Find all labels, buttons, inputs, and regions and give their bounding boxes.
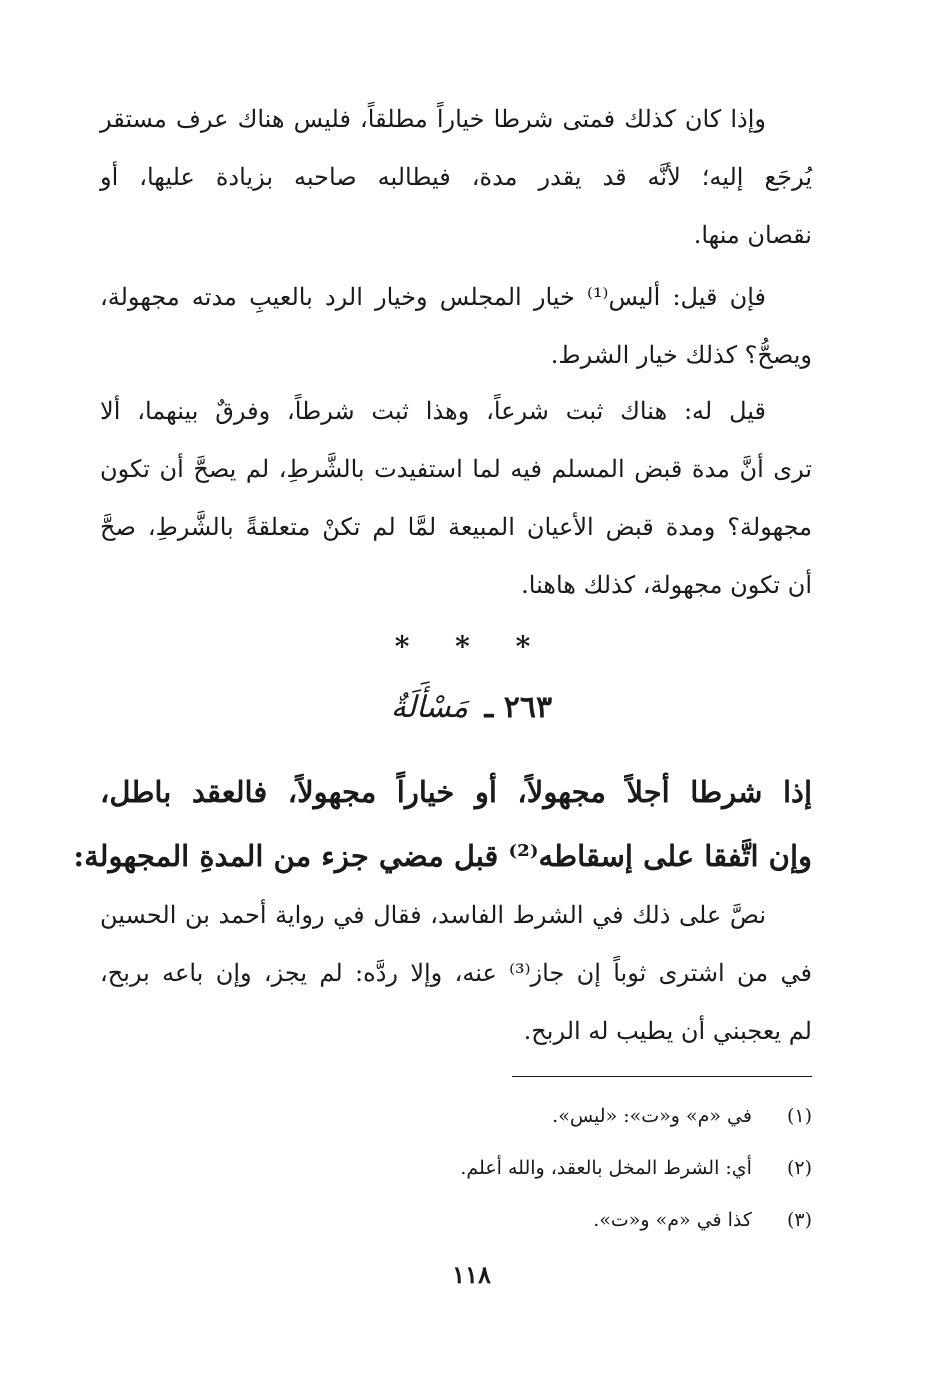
masala-label: مَسْأَلَةٌ <box>390 690 469 725</box>
bold-line: وإن اتَّفقا على إسقاطه⁽²⁾ قبل مضي جزء من المدةِ المجهولة: <box>73 839 812 873</box>
footnote-text: أي: الشرط المخل بالعقد، والله أعلم. <box>460 1157 752 1179</box>
text-line: أن تكون مجهولة، كذلك هاهنا. <box>521 571 812 599</box>
text-line: نصَّ على ذلك في الشرط الفاسد، فقال في رواية أحمد بن الحسين <box>100 901 766 929</box>
text-line: ويصحُّ؟ كذلك خيار الشرط. <box>550 341 812 369</box>
section-separator: * * * <box>394 630 549 663</box>
paragraph-4 <box>100 886 812 1060</box>
footnote-number: (٣) <box>786 1209 812 1231</box>
footnote-item <box>100 1142 812 1194</box>
footnote-number: (٢) <box>786 1157 812 1179</box>
footnote-number: (١) <box>786 1105 812 1127</box>
paragraph-1 <box>100 90 812 264</box>
text-line: قيل له: هناك ثبت شرعاً، وهذا ثبت شرطاً، وفرقٌ بينهما، ألا <box>100 397 767 425</box>
text-line: في من اشترى ثوباً إن جاز⁽³⁾ عنه، وإلا ردَّه: لم يجز، وإن باعه بربح، <box>100 959 812 987</box>
text-line: لم يعجبني أن يطيب له الربح. <box>523 1017 812 1045</box>
text-line: فإن قيل: أليس⁽¹⁾ خيار المجلس وخيار الرد بالعيبِ مدته مجهولة، <box>100 283 767 311</box>
bold-line: إذا شرطا أجلاً مجهولاً، أو خياراً مجهولاً، فالعقد باطل، <box>100 775 812 809</box>
masala-heading <box>0 690 943 725</box>
footnotes <box>100 1090 812 1246</box>
paragraph-2 <box>100 268 812 384</box>
masala-number: ٢٦٣ ـ <box>484 690 553 725</box>
footnote-text: في «م» و«ت»: «ليس». <box>552 1105 752 1127</box>
text-line: ترى أنَّ مدة قبض المسلم فيه لما استفيدت بالشَّرطِ، لم يصحَّ أن تكون <box>100 455 812 483</box>
text-line: نقصان منها. <box>693 221 812 249</box>
text-line: يُرجَع إليه؛ لأنَّه قد يقدر مدة، فيطالبه صاحبه بزيادة عليها، أو <box>100 163 812 191</box>
footnote-item <box>100 1194 812 1246</box>
text-line: مجهولة؟ ومدة قبض الأعيان المبيعة لمَّا لم تكنْ متعلقةً بالشَّرطِ، صحَّ <box>100 513 812 541</box>
bold-statement <box>73 760 812 888</box>
footnote-item <box>100 1090 812 1142</box>
page-number: ١١٨ <box>452 1260 491 1289</box>
footnote-text: كذا في «م» و«ت». <box>593 1209 752 1231</box>
footnote-divider <box>512 1076 812 1077</box>
paragraph-3 <box>100 382 812 614</box>
text-line: وإذا كان كذلك فمتى شرطا خياراً مطلقاً، فليس هناك عرف مستقر <box>100 105 766 133</box>
